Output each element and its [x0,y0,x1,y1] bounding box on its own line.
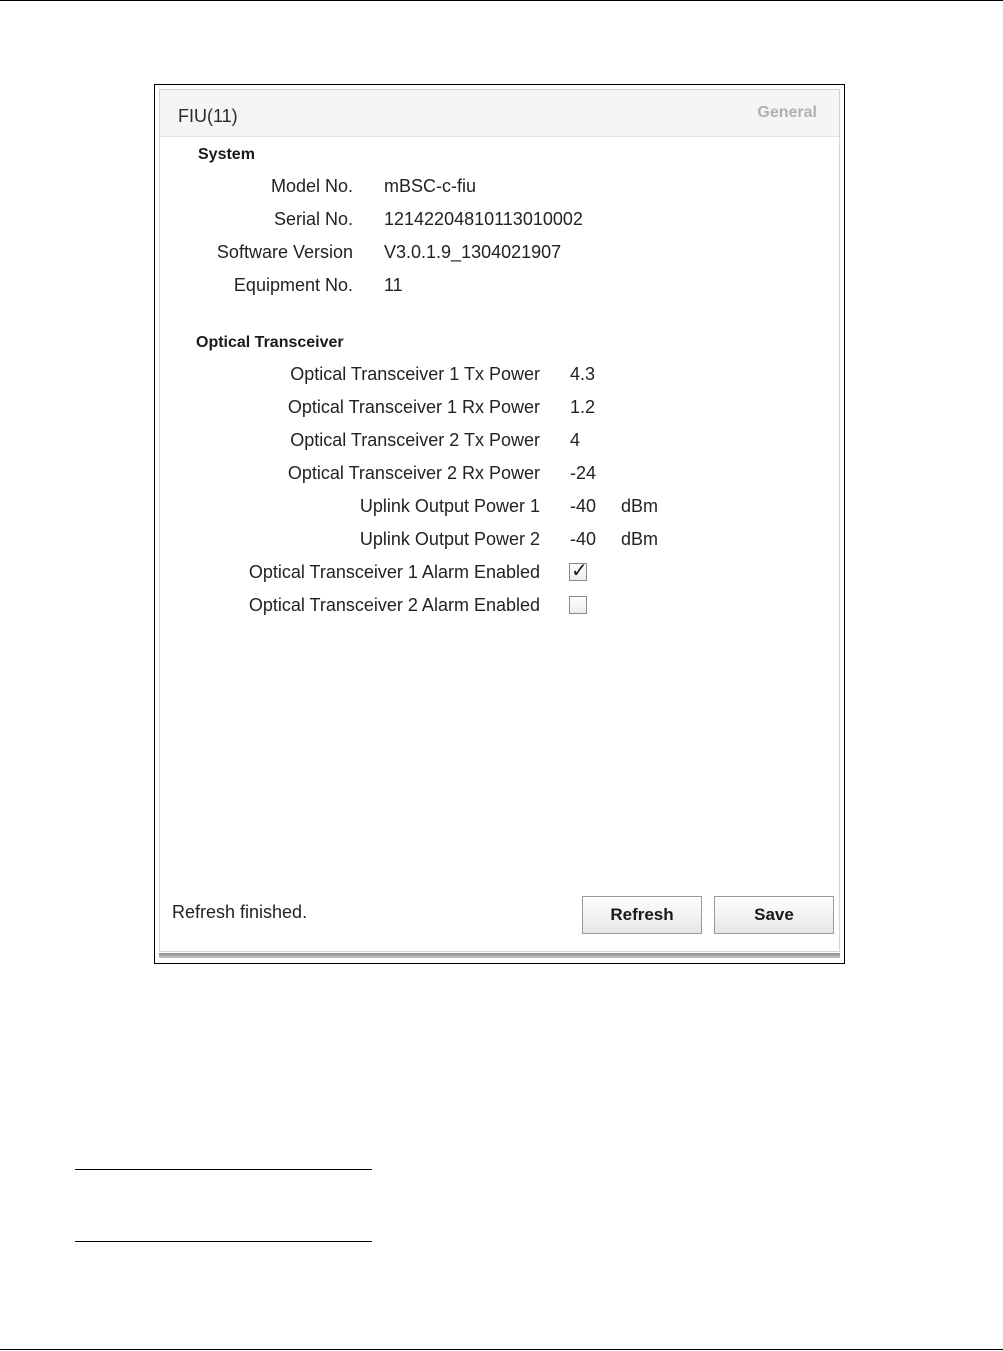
ot2-tx-power-label: Optical Transceiver 2 Tx Power [290,430,540,450]
uplink-output-power-2-unit: dBm [621,529,659,549]
software-version-value: V3.0.1.9_1304021907 [384,242,562,262]
serial-no-value: 12142204810113010002 [384,209,583,229]
refresh-button[interactable]: Refresh [582,896,702,934]
ot2-tx-power-value: 4 [570,430,581,450]
ot1-alarm-enabled-label: Optical Transceiver 1 Alarm Enabled [248,562,540,582]
equipment-no-value: 11 [384,275,403,295]
software-version-label: Software Version [216,242,353,262]
equipment-no-label: Equipment No. [233,275,353,295]
page-top-rule [0,0,1003,1]
system-heading: System [198,146,255,163]
tab-general[interactable]: General [757,104,817,121]
panel-header [160,90,839,137]
ot2-rx-power-label: Optical Transceiver 2 Rx Power [287,463,540,483]
footnote-rule-2 [75,1241,372,1242]
panel-bottom-shadow [159,953,840,958]
panel-title: FIU(11) [178,106,238,126]
status-message: Refresh finished. [172,902,308,922]
uplink-output-power-1-unit: dBm [621,496,659,516]
ot1-rx-power-value: 1.2 [570,397,596,417]
screenshot-frame [154,84,845,964]
save-button[interactable]: Save [714,896,834,934]
uplink-output-power-2-label: Uplink Output Power 2 [359,529,540,549]
uplink-output-power-1-value: -40 [570,496,597,516]
serial-no-label: Serial No. [273,209,353,229]
ot1-rx-power-label: Optical Transceiver 1 Rx Power [287,397,540,417]
ot2-alarm-enabled-checkbox[interactable] [569,596,587,614]
ot1-alarm-enabled-checkbox[interactable] [569,560,588,582]
model-no-value: mBSC-c-fiu [384,176,477,196]
fiu-settings-panel [159,89,840,952]
ot1-tx-power-value: 4.3 [570,364,596,384]
ot2-alarm-enabled-label: Optical Transceiver 2 Alarm Enabled [248,595,540,615]
page-bottom-rule [0,1349,1003,1350]
ot2-rx-power-value: -24 [570,463,597,483]
uplink-output-power-1-label: Uplink Output Power 1 [359,496,540,516]
footnote-rule-1 [75,1169,372,1170]
uplink-output-power-2-value: -40 [570,529,597,549]
model-no-label: Model No. [270,176,353,196]
optical-transceiver-heading: Optical Transceiver [196,334,344,351]
check-icon: ✓ [571,560,588,582]
ot1-tx-power-label: Optical Transceiver 1 Tx Power [290,364,540,384]
